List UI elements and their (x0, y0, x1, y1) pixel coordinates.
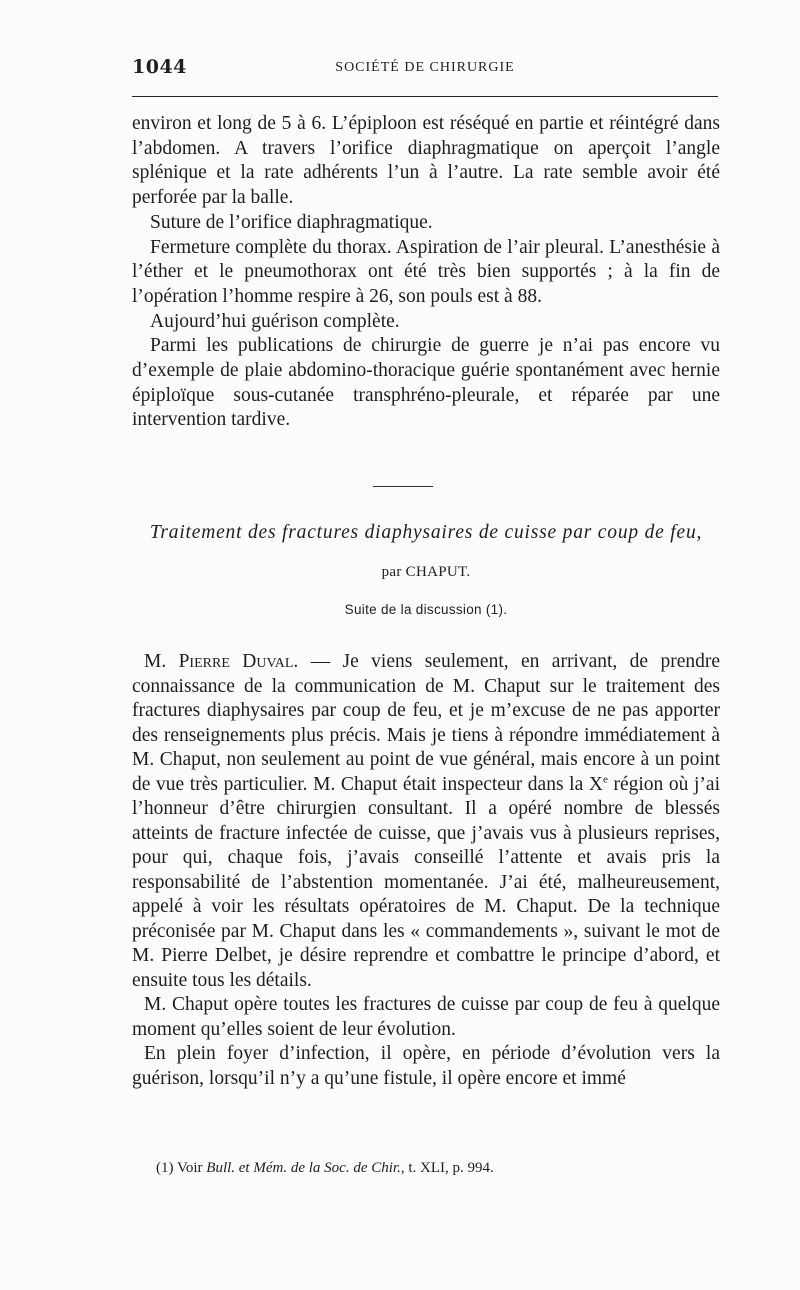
article-subtitle: Suite de la discussion (1). (344, 602, 508, 617)
paragraph: En plein foyer d’infection, il opère, en période d’évolution vers la guérison, lorsqu’il n’y a qu’une fistule, il opère encore et immé (132, 1043, 720, 1089)
paragraph: Suture de l’orifice diaphragmatique. (150, 211, 433, 233)
speaker-name: M. Pierre Duval. (144, 651, 299, 672)
paragraph: M. Chaput opère toutes les fractures de cuisse par coup de feu à quelque moment qu’elles soient de leur évolution. (132, 994, 720, 1040)
section-separator (373, 486, 433, 487)
superscript: e (602, 773, 608, 785)
footnote-text: , t. XLI, p. 994. (400, 1160, 494, 1176)
paragraph: environ et long de 5 à 6. L’épiploon est réséqué en partie et réintégré dans l’abdomen. A travers l’orifice diaphragmatique on aperçoit l’angle splénique et la rate adhérents l’un à l’autre. La rate semble avoir été perforée par la balle. (132, 113, 720, 209)
paragraph-text: — Je viens seulement, en arrivant, de prendre connaissance de la communication de M. Chaput sur le traitement des fractures diaphysaires par coup de feu, et je m’excuse de ne pas apporter des renseignements plus précis. Mais je tiens à répondre immédiatement à M. Chaput, non seulement au point de vue général, mais encore à un point de vue très particulier. M. Chaput était inspecteur dans la X (132, 651, 720, 795)
page-header (132, 56, 718, 86)
footnote-reference: Bull. et Mém. de la Soc. de Chir. (206, 1160, 401, 1176)
paragraph-text: région où j’ai l’honneur d’être chirurgien consultant. Il a opéré nombre de blessés atteints de fracture infectée de cuisse, que j’avais vus à plusieurs reprises, pour qui, chaque fois, j’avais conseillé l’attente et avais pris la responsabilité de l’abstention momentanée. J’ai été, malheureusement, appelé à voir les résultats opératoires de M. Chaput. De la technique préconisée par M. Chaput dans les « commandements », suivant le mot de M. Pierre Delbet, je désire reprendre et combattre le principe d’abord, et ensuite tous les détails. (132, 773, 720, 991)
article-title: Traitement des fractures diaphysaires de cuisse par coup de feu, (149, 522, 703, 543)
discussion-text (132, 650, 720, 1091)
footnote (156, 1160, 716, 1177)
continuation-text (132, 112, 720, 433)
paragraph: Parmi les publications de chirurgie de guerre je n’ai pas encore vu d’exemple de plaie abdomino-thoracique guérie spontanément avec hernie épiploïque sous-cutanée transphréno-pleurale, et réparée par une intervention tardive. (132, 335, 720, 431)
header-rule (132, 96, 718, 97)
running-title: SOCIÉTÉ DE CHIRURGIE (335, 60, 515, 75)
paragraph (132, 650, 720, 993)
article-author: par CHAPUT. (381, 564, 471, 580)
paragraph: Aujourd’hui guérison complète. (150, 310, 400, 332)
footnote-marker: (1) Voir (156, 1160, 207, 1176)
page-number: 1044 (132, 56, 187, 78)
paragraph: Fermeture complète du thorax. Aspiration de l’air pleural. L’anesthésie à l’éther et le pneumothorax ont été très bien supportés ; à la fin de l’opération l’homme respire à 26, son pouls est à 88. (132, 236, 720, 307)
